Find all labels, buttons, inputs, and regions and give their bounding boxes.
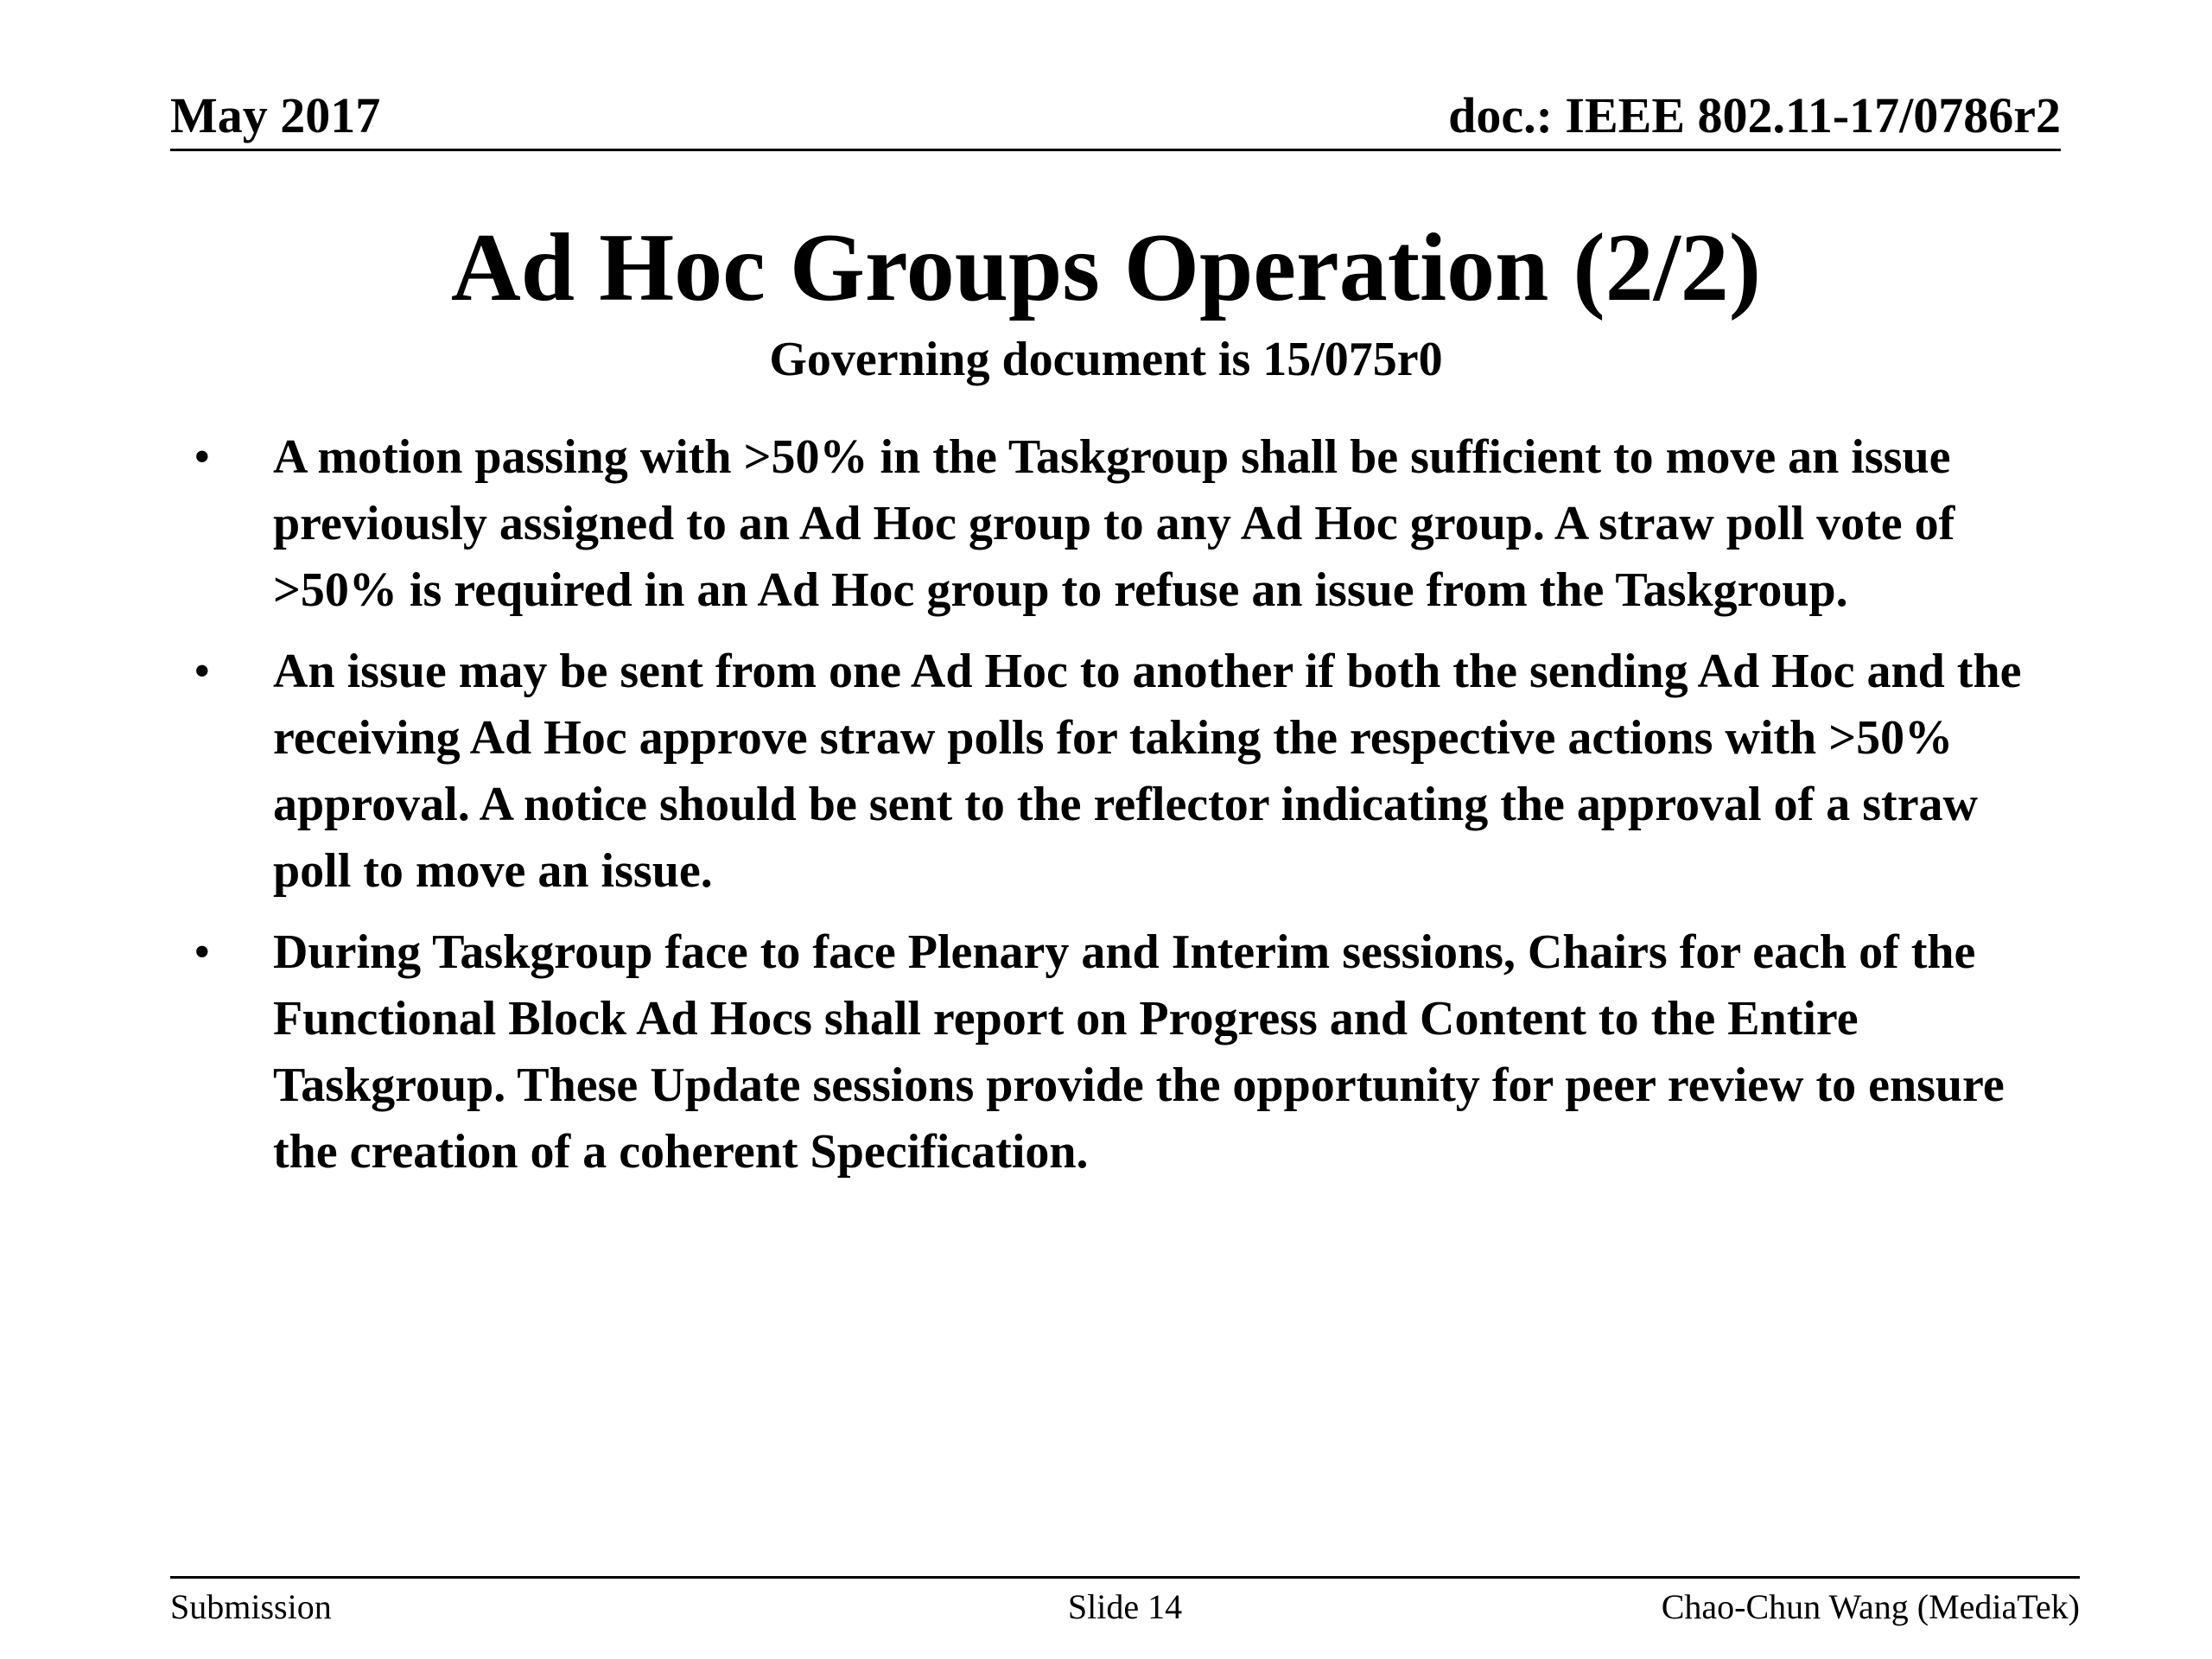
bullet-icon: •: [194, 645, 211, 698]
bullet-text: A motion passing with >50% in the Taskgroup shall be sufficient to move an issue previously assigned to an Ad Hoc group to any Ad Hoc group. A straw poll vote of >50% is required in an Ad Hoc group to refuse an issue from the Taskgroup.: [273, 430, 1955, 617]
bullet-item: [181, 919, 2048, 1185]
bullet-list: [181, 424, 2048, 1200]
footer-slide-number: Slide 14: [1067, 1587, 1183, 1626]
header-doc-id: doc.: IEEE 802.11-17/0786r2: [1448, 87, 2061, 143]
footer-author: Chao-Chun Wang (MediaTek): [1661, 1587, 2080, 1626]
slide-title: Ad Hoc Groups Operation (2/2): [450, 214, 1762, 321]
header-date: May 2017: [170, 87, 381, 143]
slide-header: [170, 83, 2061, 151]
bullet-text: An issue may be sent from one Ad Hoc to another if both the sending Ad Hoc and the receiving Ad Hoc approve straw polls for taking the respective actions with >50% approval. A notice should be sent to the reflector indicating the approval of a straw poll to move an issue.: [273, 645, 2022, 898]
slide-footer: [170, 1576, 2080, 1630]
bullet-item: [181, 424, 2048, 624]
bullet-item: [181, 639, 2048, 905]
slide-subtitle: Governing document is 15/075r0: [769, 333, 1443, 386]
bullet-icon: •: [194, 925, 211, 979]
bullet-icon: •: [194, 430, 211, 484]
footer-submission: Submission: [170, 1587, 332, 1626]
bullet-text: During Taskgroup face to face Plenary and Interim sessions, Chairs for each of the Functional Block Ad Hocs shall report on Progress and Content to the Entire Taskgroup. These Update sessions provide the opportunity for peer review to ensure the creation of a coherent Specification.: [273, 925, 2005, 1179]
